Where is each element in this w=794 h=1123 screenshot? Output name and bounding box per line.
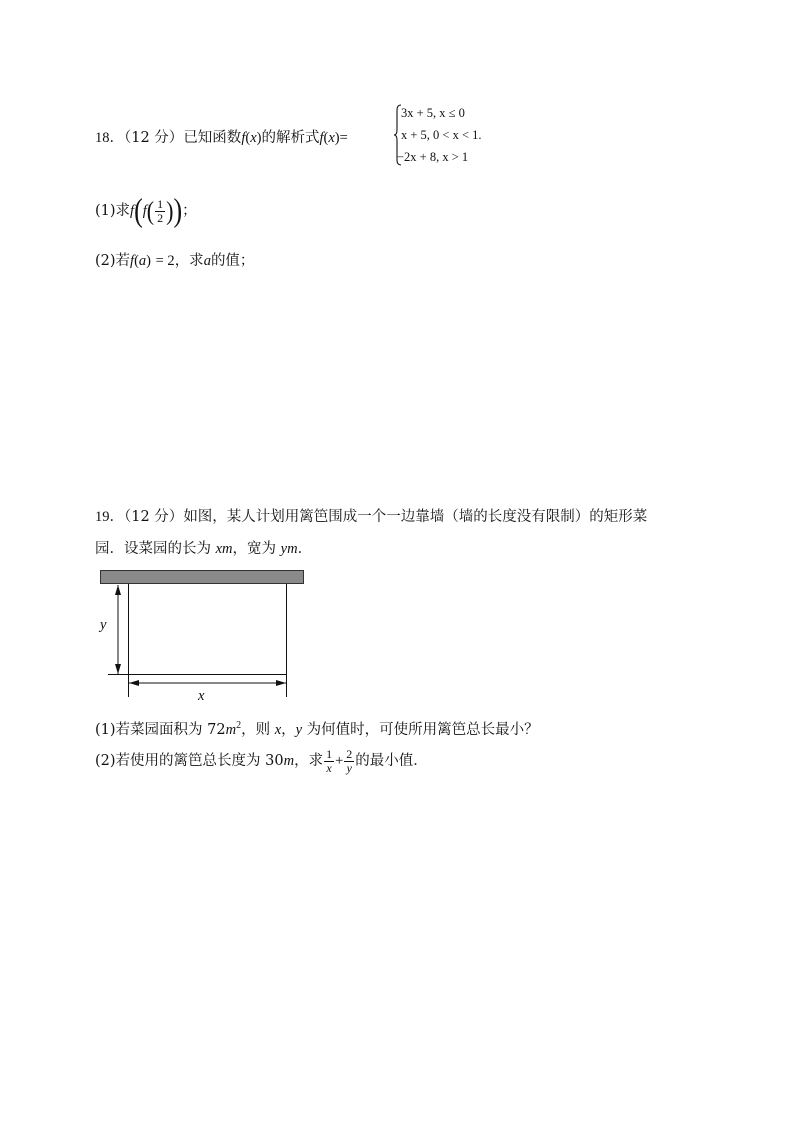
q18-part2-eq: = 2 — [155, 253, 175, 269]
q18-part1: (1)求f(f( $\frac{1}{2}$ ))； — [95, 192, 197, 229]
rect-left-side — [128, 584, 129, 675]
q18-eq: = — [339, 130, 348, 146]
rect-right-side — [286, 584, 287, 675]
q18-number: 18． — [95, 130, 124, 146]
label-x: x — [198, 688, 205, 704]
q18-part2-a: a — [138, 253, 147, 269]
case-1: 3x + 5, x ≤ 0 — [401, 106, 465, 120]
q18-stem-a: 已知函数 — [183, 130, 242, 146]
q19-part1 — [95, 716, 539, 740]
q19-line2 — [95, 539, 312, 559]
q18-part1-f-outer: f — [130, 203, 135, 219]
q18-part2-label: (2)若 — [95, 253, 131, 269]
q18-part2-var: a — [203, 253, 211, 269]
q19-part1-exp: 2 — [236, 720, 242, 731]
q19-part1-comma: ， — [281, 721, 296, 738]
q18-part2: (2)若f(a) = 2，求a的值； — [95, 253, 255, 269]
q19-ym: ym — [280, 541, 298, 557]
q19-line1-text: 如图，某人计划用篱笆围成一个一边靠墙（墙的长度没有限制）的矩形菜 — [183, 509, 648, 525]
case-3: −2x + 8, x > 1 — [397, 150, 469, 164]
fraction-one-half — [155, 198, 165, 225]
q19-line2-c: ． — [297, 541, 313, 557]
y-dimension-arrow — [113, 584, 123, 675]
q19-part2 — [95, 743, 428, 779]
case-2 — [401, 128, 482, 142]
q19-part1-x: x — [274, 721, 282, 738]
label-y: y — [100, 617, 107, 633]
frac2-num: 2 — [346, 746, 353, 761]
q18-score: （12 分） — [124, 130, 184, 146]
frac-den: 2 — [157, 210, 164, 225]
q18-end-punct: . — [478, 128, 482, 142]
q18-part1-f-inner: f — [142, 203, 147, 219]
q19-part2-c: 的最小值． — [355, 753, 428, 769]
frac1-num: 1 — [326, 746, 333, 761]
q18-x: x — [250, 130, 257, 146]
q19-xm: xm — [215, 541, 233, 557]
q19-part2-unit: m — [283, 753, 295, 769]
q18-f2: f — [319, 130, 324, 146]
x-dimension-arrow — [128, 678, 287, 688]
q18-stem-b: 的解析式 — [261, 130, 320, 146]
q19-line2-b: ，宽为 — [232, 541, 281, 557]
q18-x2: x — [328, 130, 335, 146]
q19-part2-b: ，求 — [294, 753, 324, 769]
fraction-two-over-y — [344, 748, 354, 775]
frac1-den: x — [326, 760, 332, 775]
q19-score: （12 分） — [124, 509, 184, 525]
q18-part2-end: 的值； — [210, 253, 255, 269]
q19-part1-b: ，则 — [241, 721, 275, 738]
q19-part1-a: (1)若菜园面积为 72 — [95, 721, 226, 738]
q18-part1-label: (1)求 — [95, 203, 131, 219]
q19-part1-c: 为何值时，可使所用篱笆总长最小？ — [302, 721, 539, 738]
q19-line2-a: 园．设菜园的长为 — [95, 541, 216, 557]
rect-bottom-side — [108, 674, 287, 675]
q19-part1-unit: m — [225, 721, 237, 738]
q18-stem: 18．（12 分）已知函数f(x)的解析式f(x)= — [95, 130, 348, 146]
frac-num: 1 — [157, 196, 164, 211]
q18-f: f — [241, 130, 246, 146]
q18-part1-end: ； — [182, 203, 197, 219]
frac2-den: y — [346, 760, 352, 775]
q19-part1-y: y — [295, 721, 303, 738]
fraction-one-over-x — [324, 748, 334, 775]
q18-part2-mid: ，求 — [174, 253, 204, 269]
case-2-text: x + 5, 0 < x < 1 — [401, 128, 479, 142]
wall-bar — [100, 570, 304, 584]
plus-sign: + — [335, 753, 344, 769]
q19-line1 — [95, 507, 647, 527]
q18-part2-f: f — [130, 253, 135, 269]
q19-number: 19． — [95, 509, 124, 525]
q19-part2-a: (2)若使用的篱笆总长度为 30 — [95, 753, 284, 769]
